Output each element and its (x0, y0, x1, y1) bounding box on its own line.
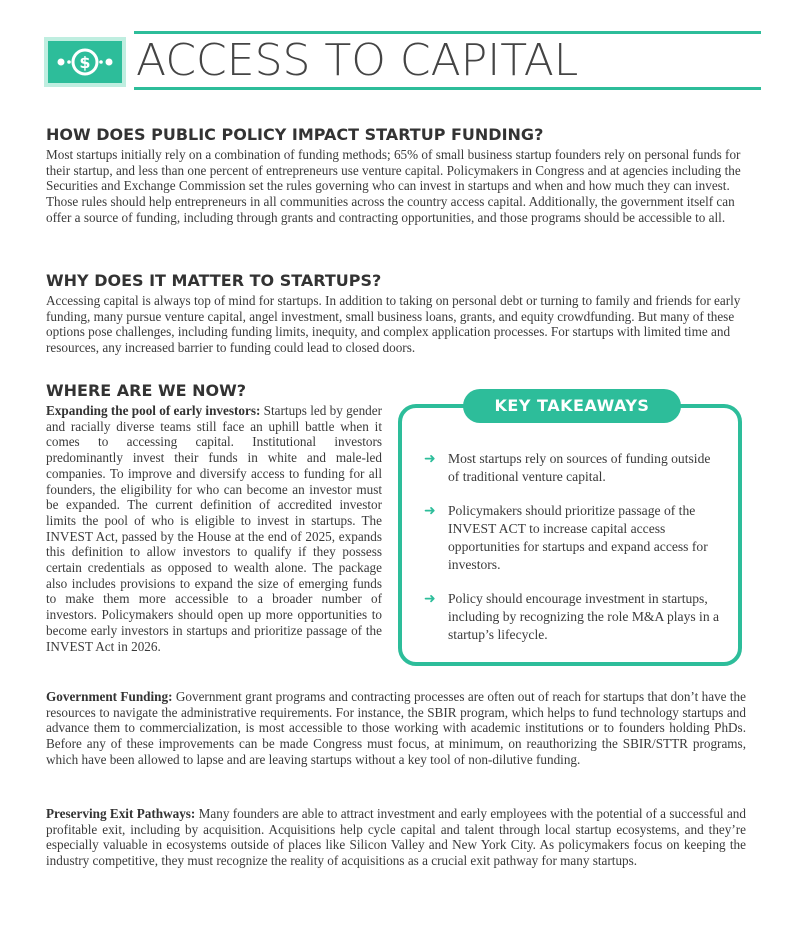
takeaway-text: Policymakers should prioritize passage of the INVEST ACT to increase capital access opportunities for startups and expand access for investors. (448, 503, 708, 572)
arrow-right-icon: ➜ (424, 591, 436, 607)
expanding-investors-paragraph (46, 403, 382, 654)
takeaway-item (424, 590, 724, 644)
policy-heading: HOW DOES PUBLIC POLICY IMPACT STARTUP FUNDING? (46, 125, 544, 144)
government-funding-paragraph (46, 689, 746, 768)
matter-heading: WHY DOES IT MATTER TO STARTUPS? (46, 271, 382, 290)
government-funding-lead: Government Funding: (46, 689, 173, 704)
exit-pathways-body: Many founders are able to attract investment and early employees with the potential of a successful and profitable exit, including by acquisition. Acquisitions help cycle capital and talent through local startup ecosystems, and they’re especially valuable in ecosystems outside of places like Silicon Valley and New York City. As policymakers focus on keeping the industry competitive, they must recognize the reality of acquisitions as a crucial exit pathway for many startups. (46, 806, 746, 869)
takeaway-text: Most startups rely on sources of funding outside of traditional venture capital. (448, 451, 711, 484)
takeaway-item (424, 502, 724, 574)
page-header (0, 0, 791, 110)
exit-pathways-lead: Preserving Exit Pathways: (46, 806, 196, 821)
government-funding-body: Government grant programs and contracting processes are often out of reach for startups that don’t have the resources to navigate the administrative requirements. For instance, the SBIR program, which helps to fund technology startups and advance them to commercialization, is most accessible to those working with academic institutions or to founders holding PhDs. Before any of these improvements can be made Congress must focus, at minimum, on reauthorizing the SBIR/STTR programs, which have been allowed to lapse and are leaving startups without a key tool of non-dilutive funding. (46, 689, 747, 767)
arrow-right-icon: ➜ (424, 451, 436, 467)
header-rule-bottom (134, 87, 761, 90)
expanding-investors-lead: Expanding the pool of early investors: (46, 403, 261, 418)
now-heading: WHERE ARE WE NOW? (46, 381, 247, 400)
matter-body: Accessing capital is always top of mind for startups. In addition to taking on personal debt or turning to family and friends for early funding, many pursue venture capital, angel investment, small business loans, grants, and equity crowdfunding. But many of these options pose challenges, including funding limits, inequity, and complex application processes. For startups with limited time and resources, any increased barrier to funding could lead to closed doors. (46, 293, 741, 356)
policy-body: Most startups initially rely on a combination of funding methods; 65% of small business startup founders rely on personal funds for their startup, and less than one percent of entrepreneurs use venture capital. Policymakers in Congress and at agencies including the Securities and Exchange Commission set the rules governing who can invest in startups and when and how much they can invest. Those rules should help entrepreneurs in all communities across the country access capital. Additionally, the government itself can offer a source of funding, including through grants and contracting opportunities, and those programs should be accessible to all. (46, 147, 741, 225)
takeaway-text: Policy should encourage investment in startups, including by recognizing the role M&A plays in a startup’s lifecycle. (448, 591, 720, 642)
exit-pathways-paragraph (46, 806, 746, 869)
page-title: ACCESS TO CAPITAL (136, 35, 579, 86)
arrow-right-icon: ➜ (424, 503, 436, 519)
expanding-investors-body: Startups led by gender and racially diverse teams still face an uphill battle when it comes to accessing capital. Institutional investors predominantly invest their funds in white and male-led companies. To improve and diversify access to funding for all founders, the eligibility for who can become an investor must be expanded. The current definition of accredited investor limits the pool of who is eligible to invest in startups. The INVEST Act, passed by the House at the end of 2025, expands this definition to allow investors to qualify if they possess certain credentials as opposed to wealth alone. The package also includes provisions to expand the size of emerging funds to make them more accessible to a broader number of investors. Policymakers should open up more opportunities to become early investors in startups and prioritize passage of the INVEST Act in 2026. (46, 403, 383, 654)
svg-text:$: $ (79, 53, 91, 72)
dollar-bill-icon (44, 37, 126, 87)
key-takeaways-list (424, 450, 724, 658)
takeaway-item (424, 450, 724, 486)
key-takeaways-title: KEY TAKEAWAYS (463, 389, 681, 423)
